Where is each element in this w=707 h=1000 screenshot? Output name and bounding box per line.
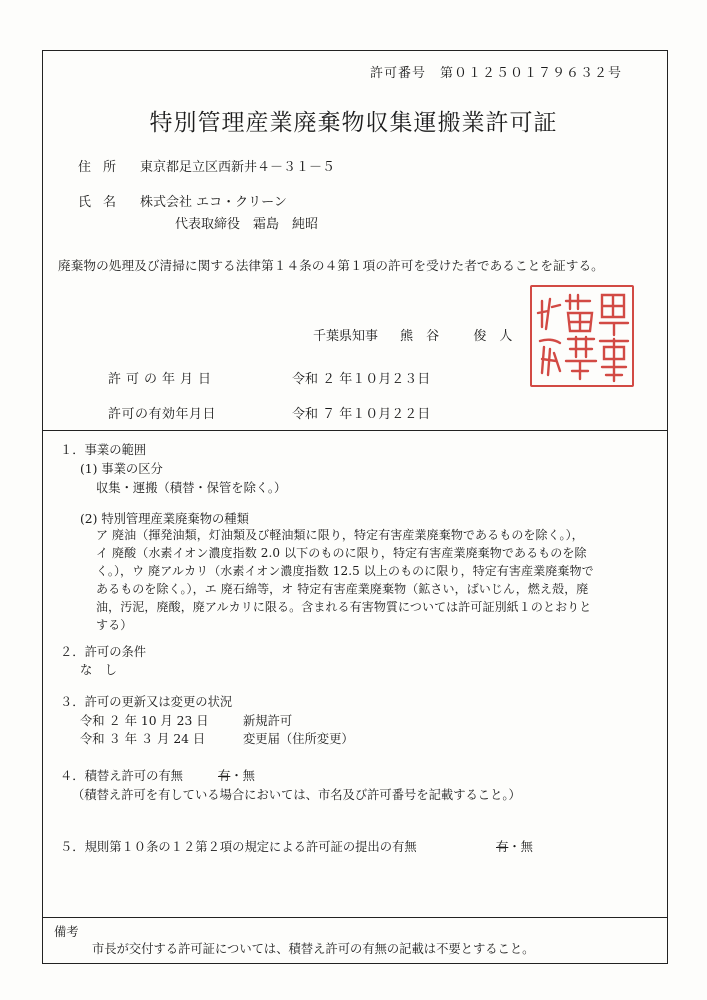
history-date: 令和 ２ 年 10 月 23 日 [80, 714, 209, 728]
document-title: 特別管理産業廃棄物収集運搬業許可証 [149, 110, 558, 136]
permit-number: 許可番号 第０１２５０１７９６３２号 [370, 66, 623, 81]
document-frame [42, 50, 668, 964]
issuer-given-name: 俊 人 [473, 329, 513, 344]
section4-heading: ４．積替え許可の有無 [60, 769, 183, 783]
transshipment-choice: 有・無 [218, 769, 255, 783]
address-label: 住所 [78, 160, 129, 175]
waste-type-line: 油，汚泥，廃酸，廃アルカリに限る。含まれる有害物質については許可証別紙１のとおりと [96, 600, 592, 614]
section2-value: な し [80, 663, 117, 677]
remarks-text: 市長が交付する許可証については、積替え許可の有無の記載は不要とすること。 [92, 942, 535, 956]
company-name: 株式会社 エコ・クリーン [140, 195, 287, 210]
history-event: 新規許可 [243, 714, 293, 728]
waste-type-line: ア 廃油（揮発油類，灯油類及び軽油類に限り，特定有害産業廃棄物であるものを除く。）， [96, 528, 584, 542]
divider-lower [42, 917, 668, 918]
name-label: 氏名 [78, 195, 129, 210]
expiry-date-value: 令和 ７ 年１０月２２日 [292, 407, 431, 422]
waste-type-line: する） [96, 618, 133, 632]
section1-sub2: (2) 特別管理産業廃棄物の種類 [80, 512, 249, 526]
official-seal [530, 285, 634, 387]
section1-sub1-value: 収集・運搬（積替・保管を除く。） [96, 481, 287, 495]
permit-date-value: 令和 ２ 年１０月２３日 [292, 372, 431, 387]
choice-yes-struck: 有 [218, 769, 231, 783]
section1-sub1: (1) 事業の区分 [80, 462, 163, 476]
divider-upper [42, 430, 668, 431]
expiry-date-label: 許可の有効年月日 [108, 407, 217, 422]
waste-type-line: く。），ウ 廃アルカリ（水素イオン濃度指数 12.5 以上のものに限り，特定有害産業廃棄物で [96, 564, 594, 578]
certification-statement: 廃棄物の処理及び清掃に関する法律第１４条の４第１項の許可を受けた者であることを証する。 [58, 258, 604, 273]
address-value: 東京都足立区西新井４－３１－５ [140, 160, 336, 175]
waste-type-line: イ 廃酸（水素イオン濃度指数 2.0 以下のものに限り，特定有害産業廃棄物であるものを除 [96, 546, 587, 560]
representative-name: 代表取締役 霜島 純昭 [175, 217, 319, 232]
remarks-label: 備考 [54, 925, 79, 939]
permit-date-label: 許可の年月日 [108, 372, 217, 387]
choice-yes-struck: 有 [496, 840, 509, 854]
choice-no: 無 [242, 769, 255, 783]
section3-heading: ３．許可の更新又は変更の状況 [60, 695, 233, 709]
history-event: 変更届（住所変更） [243, 732, 354, 746]
waste-type-line: あるものを除く。），エ 廃石綿等，オ 特定有害産業廃棄物（鉱さい，ばいじん，燃え殻，廃 [96, 582, 589, 596]
section4-note: （積替え許可を有している場合においては、市名及び許可番号を記載すること。） [72, 788, 521, 802]
seal-glyphs-icon [532, 287, 632, 385]
history-date: 令和 ３ 年 ３ 月 24 日 [80, 732, 206, 746]
issuer-surname: 熊 谷 [400, 329, 440, 344]
section5-heading: ５．規則第１０条の１２第２項の規定による許可証の提出の有無 [60, 840, 417, 854]
submission-choice: 有・無 [496, 840, 533, 854]
section1-heading: １．事業の範囲 [60, 443, 147, 457]
issuer [313, 325, 512, 344]
issuer-title: 千葉県知事 [313, 329, 379, 344]
choice-no: 無 [520, 840, 533, 854]
section2-heading: ２．許可の条件 [60, 645, 147, 659]
